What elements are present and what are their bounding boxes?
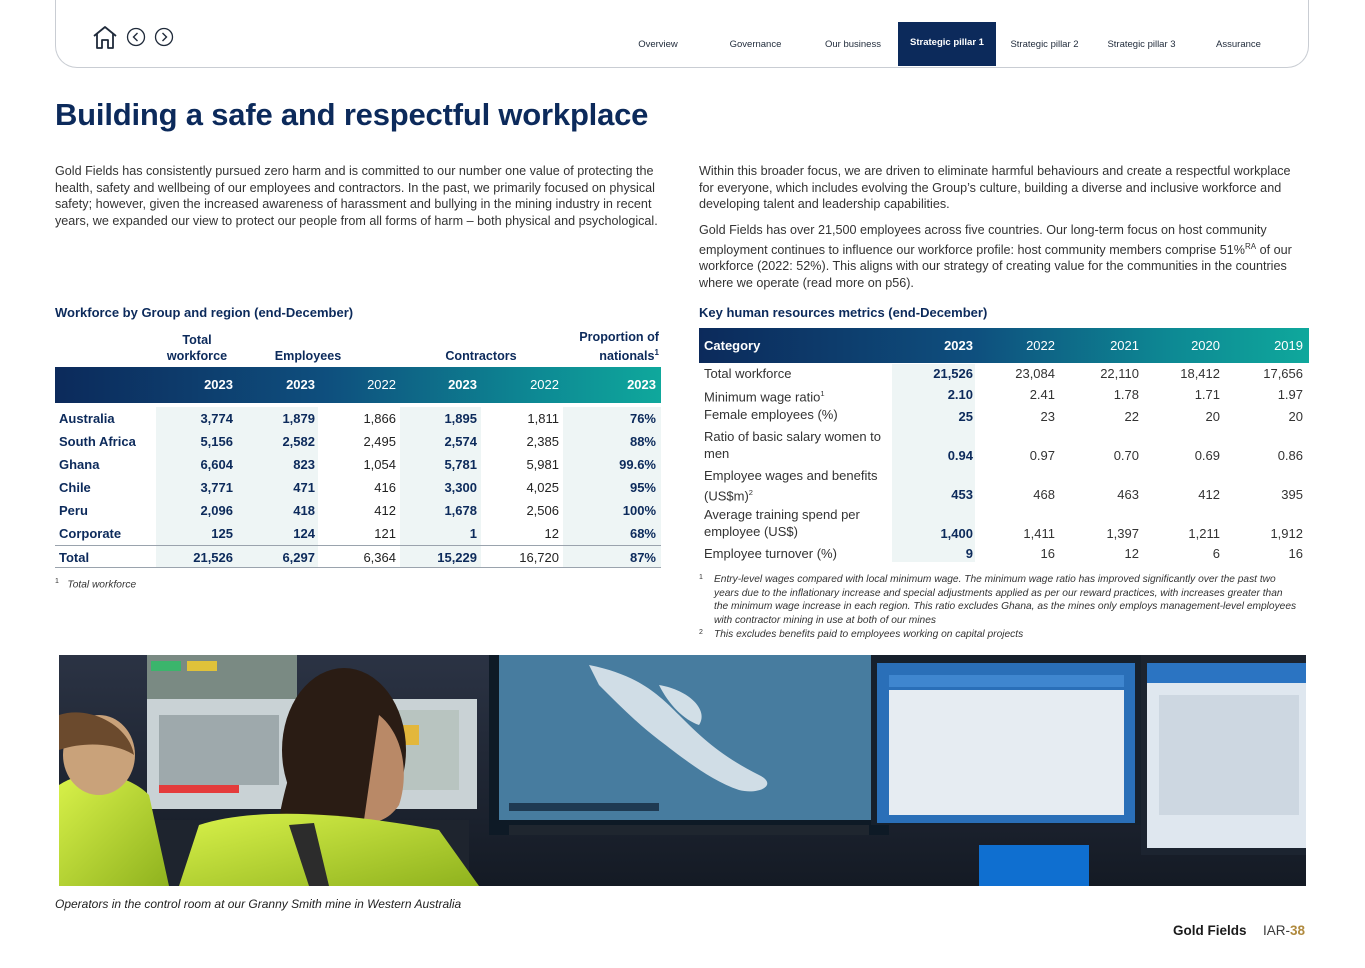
workforce-rows xyxy=(55,407,661,568)
table-cell: 2.41 xyxy=(1029,387,1055,402)
table-cell: 20 xyxy=(1288,409,1303,424)
table-cell: 3,771 xyxy=(200,480,233,495)
table-cell: 6,604 xyxy=(200,457,233,472)
table-cell: 1,211 xyxy=(1188,526,1220,541)
control-room-illustration xyxy=(59,655,1306,886)
table-cell: 20 xyxy=(1205,409,1220,424)
row-label-text: Minimum wage ratio xyxy=(704,389,821,405)
table-cell: 16 xyxy=(1040,546,1055,561)
table-row xyxy=(55,430,661,453)
table-cell: 5,981 xyxy=(526,457,559,472)
table-cell: 125 xyxy=(211,526,233,541)
table-cell: 418 xyxy=(293,503,315,518)
table-cell: 1 xyxy=(469,526,477,541)
table-cell: 16 xyxy=(1288,546,1303,561)
footnote-marker: 1 xyxy=(55,578,59,585)
home-icon[interactable] xyxy=(92,24,118,50)
year-cell: 2023 xyxy=(286,377,315,392)
tab-our-business[interactable]: Our business xyxy=(825,38,881,50)
table-cell: 0.97 xyxy=(1029,448,1055,463)
table-row xyxy=(699,405,1309,427)
table-cell: 1,411 xyxy=(1023,526,1055,541)
table-cell: 21,526 xyxy=(193,550,233,565)
year-cell: 2022 xyxy=(530,377,559,392)
header-year: 2019 xyxy=(1274,338,1303,353)
table-cell: 23 xyxy=(1040,409,1055,424)
row-label: Corporate xyxy=(59,526,122,541)
table-row xyxy=(699,544,1309,564)
table-cell: 3,774 xyxy=(200,411,233,426)
footnote-text: Total workforce xyxy=(67,579,137,591)
table-cell: 12 xyxy=(544,526,559,541)
table-cell: 6,297 xyxy=(282,550,315,565)
header-nationals-text: Proportion of nationals xyxy=(579,329,659,363)
intro-right-text-b: of our workforce (2022: 52%). This aligns with our strategy of creating value for the communities in the countries where we operate (read more on p56). xyxy=(699,242,1292,290)
table-cell: 1,400 xyxy=(940,526,973,541)
workforce-group-headers xyxy=(55,331,661,367)
workforce-year-band xyxy=(55,367,661,403)
row-label-text: Average training spend per employee (US$) xyxy=(704,507,860,539)
table-cell: 0.86 xyxy=(1277,448,1303,463)
table-cell: 22 xyxy=(1124,409,1139,424)
workforce-footnote xyxy=(55,575,136,592)
table-cell: 9 xyxy=(965,546,973,561)
table-row xyxy=(55,453,661,476)
table-cell: 95% xyxy=(629,480,656,495)
table-cell: 6 xyxy=(1212,546,1220,561)
table-cell: 87% xyxy=(629,550,656,565)
row-label-text: Ratio of basic salary women to men xyxy=(704,429,882,461)
table-cell: 463 xyxy=(1117,487,1139,502)
footnote-marker: 2 xyxy=(699,629,703,636)
table-cell: 1,866 xyxy=(363,411,396,426)
table-cell: 1,811 xyxy=(527,411,559,426)
table-row xyxy=(699,466,1309,505)
row-label: Peru xyxy=(59,503,88,518)
row-label xyxy=(704,468,894,504)
table-cell: 2.10 xyxy=(947,387,973,402)
row-label xyxy=(704,366,894,383)
workforce-table xyxy=(55,331,661,568)
table-cell: 88% xyxy=(629,434,656,449)
tab-strategic-pillar-3[interactable]: Strategic pillar 3 xyxy=(1107,38,1176,50)
header-year: 2022 xyxy=(1026,338,1055,353)
table-cell: 3,300 xyxy=(444,480,477,495)
chevron-right-icon[interactable] xyxy=(154,27,174,47)
table-row xyxy=(699,384,1309,405)
table-cell: 823 xyxy=(293,457,315,472)
table-cell: 468 xyxy=(1033,487,1055,502)
table-cell: 2,574 xyxy=(444,434,477,449)
page-number: 38 xyxy=(1290,923,1306,938)
hr-footnote-1 xyxy=(699,573,1299,627)
footnote-text: This excludes benefits paid to employees working on capital projects xyxy=(714,629,1024,640)
hr-footnote-2 xyxy=(699,628,1299,642)
row-label xyxy=(704,407,894,424)
tab-assurance[interactable]: Assurance xyxy=(1216,38,1261,50)
year-cell: 2023 xyxy=(448,377,477,392)
table-cell: 0.69 xyxy=(1194,448,1220,463)
table-cell: 100% xyxy=(622,503,656,518)
ra-superscript: RA xyxy=(1244,241,1257,251)
table-row xyxy=(699,427,1309,466)
table-cell: 453 xyxy=(951,487,973,502)
footnote-text: Entry-level wages compared with local minimum wage. The minimum wage ratio has improved significantly over the past two years due to the inflationary increase and special adjustments applied as per our reward practices, with increases greater than the minimum wage increase in each region. This ratio excludes Ghana, as the mines only employs management-level employees with contractor mining in use at both of our mines xyxy=(714,574,1297,626)
table-cell: 76% xyxy=(629,411,656,426)
table-cell: 1,895 xyxy=(444,411,477,426)
footnote-marker: 1 xyxy=(699,574,703,581)
row-label: Ghana xyxy=(59,457,100,472)
table-cell: 1,678 xyxy=(444,503,477,518)
table-cell: 1.97 xyxy=(1277,387,1303,402)
table-cell: 1.78 xyxy=(1113,387,1139,402)
header-employees: Employees xyxy=(274,349,342,363)
row-label xyxy=(704,546,894,563)
row-label: Total xyxy=(59,550,90,565)
table-cell: 2,582 xyxy=(282,434,315,449)
header-year: 2021 xyxy=(1110,338,1139,353)
table-cell: 1.71 xyxy=(1194,387,1220,402)
row-label-text: Total workforce xyxy=(704,366,792,381)
row-label-text: Female employees (%) xyxy=(704,407,838,422)
table-row xyxy=(55,499,661,522)
header-year: 2020 xyxy=(1191,338,1220,353)
table-cell: 6,364 xyxy=(363,550,396,565)
row-label: Australia xyxy=(59,411,115,426)
table-cell: 1,912 xyxy=(1270,526,1303,541)
table-cell: 16,720 xyxy=(519,550,559,565)
hr-table-body xyxy=(699,364,1309,564)
header-total-workforce: Total workforce xyxy=(166,333,228,363)
table-cell: 21,526 xyxy=(933,366,973,381)
table-row xyxy=(55,476,661,499)
top-navigation-bar xyxy=(55,0,1309,68)
nav-tabs xyxy=(613,22,1287,66)
year-cell: 2022 xyxy=(367,377,396,392)
table-cell: 0.94 xyxy=(947,448,973,463)
row-label xyxy=(704,507,894,540)
table-cell: 12 xyxy=(1124,546,1139,561)
row-label-text: Employee wages and benefits (US$m) xyxy=(704,468,878,503)
workforce-table-title: Workforce by Group and region (end-December) xyxy=(55,305,354,320)
control-room-photo xyxy=(59,655,1306,886)
intro-right-text-a: Gold Fields has over 21,500 employees across five countries. Our long-term focus on host community employment continues to influence our workforce profile: host community members comprise 51% xyxy=(699,223,1267,257)
table-total-row xyxy=(55,545,661,568)
row-label xyxy=(704,386,894,406)
table-cell: 25 xyxy=(958,409,973,424)
table-row xyxy=(699,364,1309,384)
header-nationals-sup: 1 xyxy=(654,347,659,357)
table-cell: 124 xyxy=(293,526,315,541)
year-cell: 2023 xyxy=(627,377,656,392)
hr-metrics-table xyxy=(699,328,1309,564)
header-year: 2023 xyxy=(944,338,973,353)
table-row xyxy=(699,505,1309,544)
table-cell: 18,412 xyxy=(1180,366,1220,381)
table-cell: 17,656 xyxy=(1263,366,1303,381)
nav-icon-group xyxy=(92,24,174,50)
table-cell: 5,781 xyxy=(444,457,477,472)
tab-overview[interactable]: Overview xyxy=(638,38,678,50)
table-cell: 1,054 xyxy=(363,457,396,472)
table-cell: 4,025 xyxy=(526,480,559,495)
row-label: South Africa xyxy=(59,434,136,449)
page-title: Building a safe and respectful workplace xyxy=(55,97,649,132)
table-cell: 68% xyxy=(629,526,656,541)
table-cell: 412 xyxy=(1198,487,1220,502)
table-cell: 0.70 xyxy=(1113,448,1139,463)
header-category: Category xyxy=(704,338,761,353)
table-cell: 1,879 xyxy=(282,411,315,426)
table-cell: 412 xyxy=(374,503,396,518)
page-prefix: IAR- xyxy=(1263,923,1290,938)
row-label xyxy=(704,429,894,462)
row-label: Chile xyxy=(59,480,91,495)
hr-table-header xyxy=(699,328,1309,363)
table-cell: 2,506 xyxy=(526,503,559,518)
table-cell: 1,397 xyxy=(1106,526,1139,541)
intro-right-paragraph-1: Within this broader focus, we are driven to eliminate harmful behaviours and create a respectful workplace for everyone, which includes evolving the Group’s culture, building a diverse and inclusive workforce and developing talent and leadership capabilities. xyxy=(699,164,1291,212)
photo-caption: Operators in the control room at our Granny Smith mine in Western Australia xyxy=(55,897,462,911)
table-cell: 15,229 xyxy=(437,550,477,565)
row-label-sup: 1 xyxy=(820,389,825,398)
row-label-sup: 2 xyxy=(748,487,753,497)
table-cell: 121 xyxy=(374,526,396,541)
footer-page-reference xyxy=(1263,923,1305,938)
table-row xyxy=(55,522,661,545)
table-cell: 395 xyxy=(1281,487,1303,502)
table-cell: 5,156 xyxy=(200,434,233,449)
table-cell: 2,385 xyxy=(526,434,559,449)
header-proportion-nationals xyxy=(563,329,659,364)
footer-brand: Gold Fields xyxy=(1173,923,1247,938)
table-cell: 23,084 xyxy=(1015,366,1055,381)
table-cell: 471 xyxy=(293,480,315,495)
table-cell: 22,110 xyxy=(1100,366,1139,381)
table-cell: 416 xyxy=(374,480,396,495)
tab-strategic-pillar-1[interactable]: Strategic pillar 1 xyxy=(898,22,996,66)
table-cell: 99.6% xyxy=(619,457,656,472)
hr-table-title: Key human resources metrics (end-December) xyxy=(699,305,988,320)
table-cell: 2,096 xyxy=(200,503,233,518)
chevron-left-icon[interactable] xyxy=(126,27,146,47)
table-cell: 2,495 xyxy=(363,434,396,449)
table-row xyxy=(55,407,661,430)
intro-right-paragraph-2 xyxy=(699,222,1307,292)
intro-left-paragraph: Gold Fields has consistently pursued zero harm and is committed to our number one value of protecting the health, safety and wellbeing of our employees and contractors. In the past, we primarily focused on physical safety; however, given the increased awareness of harassment and bullying in the mining industry in recent years, we expanded our view to protect our people from all forms of harm – both physical and psychological. xyxy=(55,164,658,228)
tab-strategic-pillar-2[interactable]: Strategic pillar 2 xyxy=(1010,38,1079,50)
year-cell: 2023 xyxy=(204,377,233,392)
header-contractors: Contractors xyxy=(445,349,517,363)
tab-governance[interactable]: Governance xyxy=(729,38,782,50)
row-label-text: Employee turnover (%) xyxy=(704,546,837,561)
